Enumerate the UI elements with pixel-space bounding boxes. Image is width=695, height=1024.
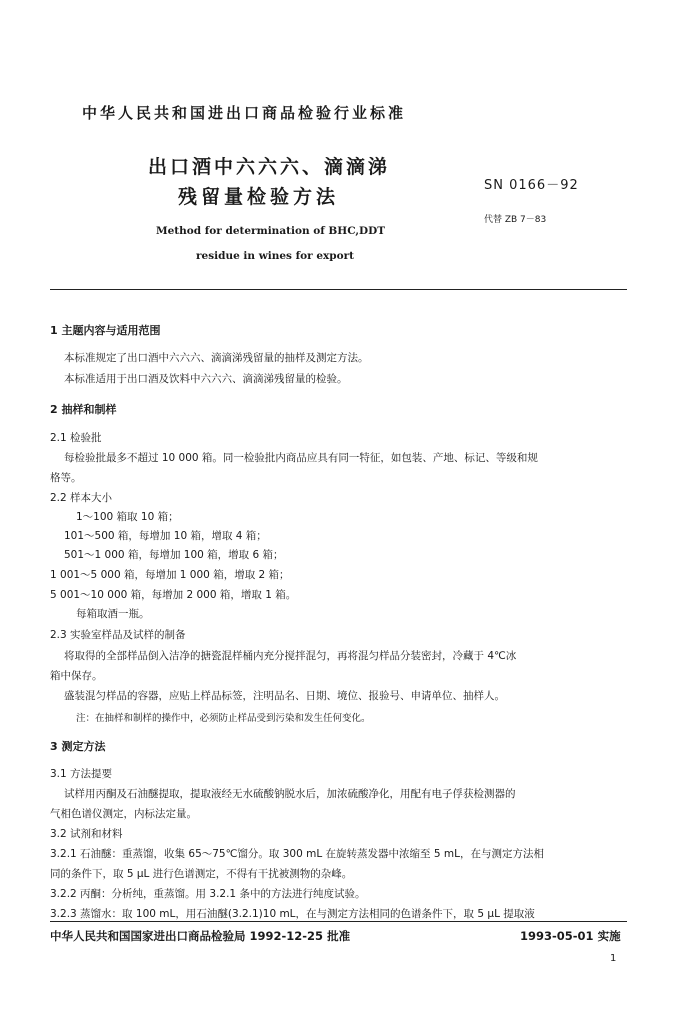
section-2-2-heading: 2.2 样本大小 <box>50 492 113 504</box>
sample-size-rule-2: 101～500 箱，每增加 10 箱，增取 4 箱； <box>64 530 267 542</box>
section-2-1-paragraph-line-2: 格等。 <box>50 472 82 484</box>
section-3-2-3: 3.2.3 蒸馏水：取 100 mL，用石油醚(3.2.1)10 mL，在与测定方法相同的色谱条件下，取 5 μL 提取液 <box>50 908 535 920</box>
section-3-1-heading: 3.1 方法提要 <box>50 768 113 780</box>
section-2-3-paragraph-line-1: 将取得的全部样品倒入洁净的搪瓷混样桶内充分搅拌混匀，再将混匀样品分装密封，冷藏于 4℃冰 <box>64 650 517 662</box>
section-3-2-1-line-2: 同的条件下，取 5 μL 进行色谱测定，不得有干扰被测物的杂峰。 <box>50 868 353 880</box>
sample-size-rule-3: 501～1 000 箱，每增加 100 箱，增取 6 箱； <box>64 549 284 561</box>
document-title-line-2: 残留量检验方法 <box>178 186 340 208</box>
document-title-line-1: 出口酒中六六六、滴滴涕 <box>148 156 391 178</box>
section-1-paragraph-2: 本标准适用于出口酒及饮料中六六六、滴滴涕残留量的检验。 <box>64 373 348 385</box>
section-1-heading: 1 主题内容与适用范围 <box>50 324 161 337</box>
footer-divider <box>50 921 627 922</box>
section-3-1-paragraph-line-1: 试样用丙酮及石油醚提取，提取液经无水硫酸钠脱水后，加浓硫酸净化，用配有电子俘获检测器的 <box>64 788 516 800</box>
section-2-1-heading: 2.1 检验批 <box>50 432 102 444</box>
sample-size-rule-1: 1～100 箱取 10 箱； <box>76 511 179 523</box>
english-title-line-2: residue in wines for export <box>196 250 354 262</box>
section-3-2-heading: 3.2 试剂和材料 <box>50 828 123 840</box>
header-divider <box>50 289 627 290</box>
section-2-heading: 2 抽样和制样 <box>50 403 117 416</box>
section-3-2-1-line-1: 3.2.1 石油醚：重蒸馏，收集 65～75℃馏分。取 300 mL 在旋转蒸发器中浓缩至 5 mL，在与测定方法相 <box>50 848 544 860</box>
section-1-paragraph-1: 本标准规定了出口酒中六六六、滴滴涕残留量的抽样及测定方法。 <box>64 352 369 364</box>
section-2-3-paragraph-2: 盛装混匀样品的容器，应贴上样品标签，注明品名、日期、境位、报验号、申请单位、抽样人。 <box>64 690 505 702</box>
section-3-2-2: 3.2.2 丙酮：分析纯，重蒸馏。用 3.2.1 条中的方法进行纯度试验。 <box>50 888 366 900</box>
section-2-3-heading: 2.3 实验室样品及试样的制备 <box>50 629 186 641</box>
standard-category-header: 中华人民共和国进出口商品检验行业标准 <box>82 104 407 122</box>
sample-size-rule-6: 每箱取酒一瓶。 <box>76 608 150 620</box>
replaces-note: 代替 ZB 7－83 <box>484 215 547 225</box>
standard-code: SN 0166－92 <box>484 178 579 193</box>
section-3-heading: 3 测定方法 <box>50 740 106 753</box>
sample-size-rule-5: 5 001～10 000 箱，每增加 2 000 箱，增取 1 箱。 <box>50 589 297 601</box>
effective-date: 1993-05-01 实施 <box>520 929 621 943</box>
section-3-1-paragraph-line-2: 气相色谱仪测定，内标法定量。 <box>50 808 197 820</box>
section-2-3-note: 注：在抽样和制样的操作中，必须防止样品受到污染和发生任何变化。 <box>76 713 371 724</box>
section-2-1-paragraph-line-1: 每检验批最多不超过 10 000 箱。同一检验批内商品应具有同一特征，如包装、产地、标记、等级和规 <box>64 452 538 464</box>
approval-line: 中华人民共和国国家进出口商品检验局 1992-12-25 批准 <box>50 929 351 943</box>
english-title-line-1: Method for determination of BHC,DDT <box>156 225 386 237</box>
section-2-3-paragraph-line-2: 箱中保存。 <box>50 670 103 682</box>
sample-size-rule-4: 1 001～5 000 箱，每增加 1 000 箱，增取 2 箱； <box>50 569 290 581</box>
page-number: 1 <box>610 953 617 964</box>
